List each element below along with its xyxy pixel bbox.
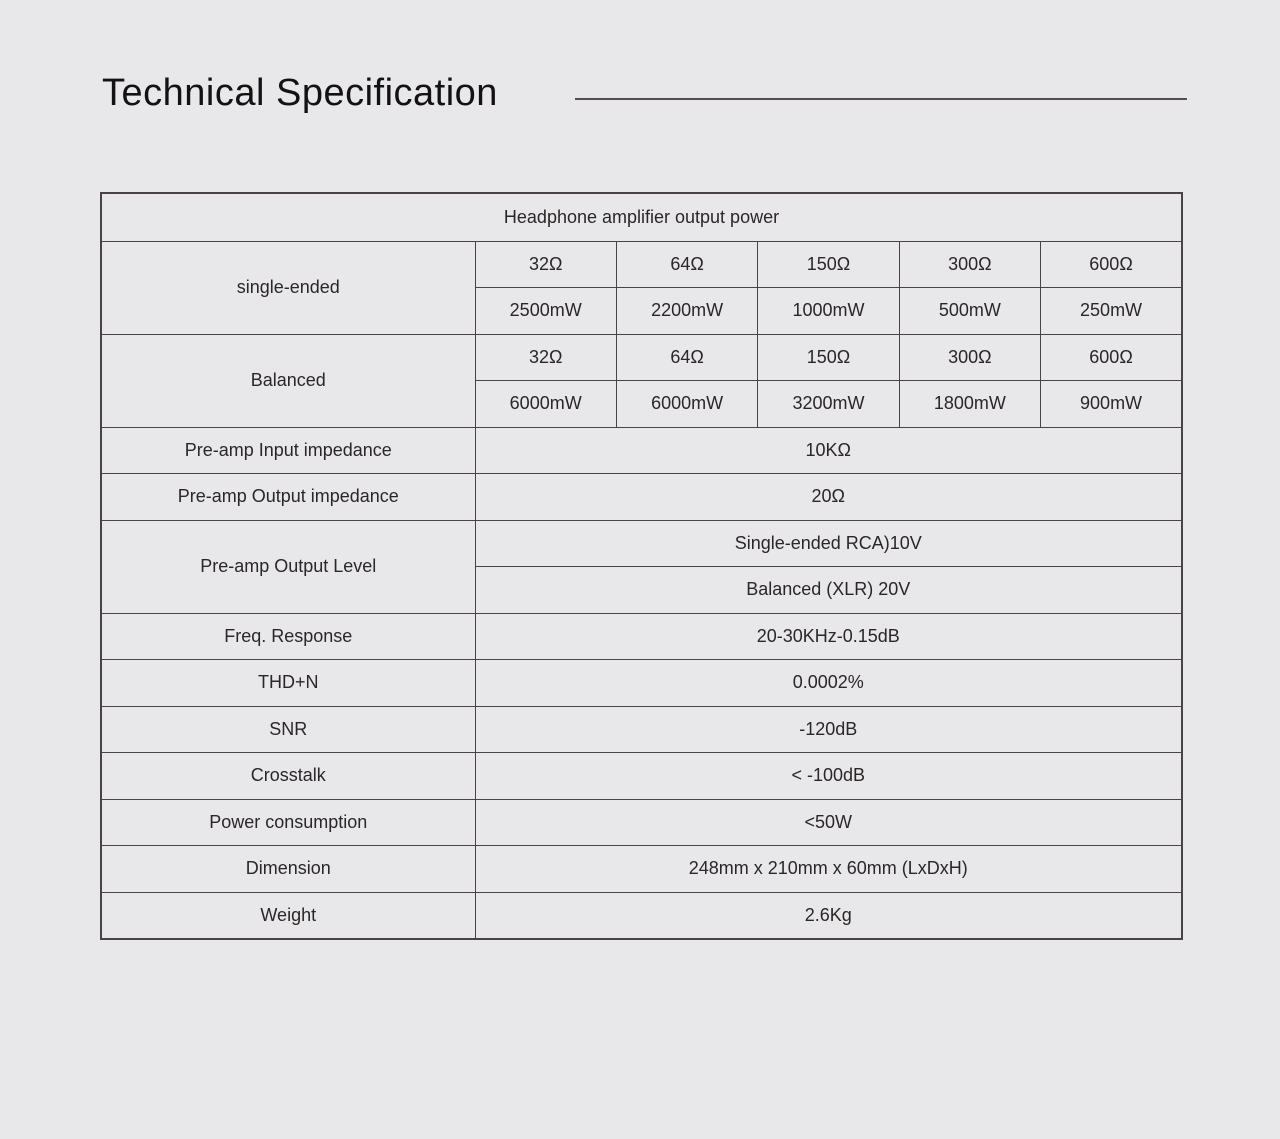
spec-row xyxy=(101,660,1182,707)
table-header-row xyxy=(101,193,1182,241)
impedance-cell: 32Ω xyxy=(475,241,616,288)
impedance-cell: 300Ω xyxy=(899,334,1040,381)
power-cell: 6000mW xyxy=(475,381,616,428)
spec-value: 10KΩ xyxy=(475,427,1182,474)
page-title: Technical Specification xyxy=(102,72,498,114)
spec-value: 248mm x 210mm x 60mm (LxDxH) xyxy=(475,846,1182,893)
spec-value: Balanced (XLR) 20V xyxy=(475,567,1182,614)
spec-row xyxy=(101,753,1182,800)
spec-row xyxy=(101,846,1182,893)
impedance-cell: 64Ω xyxy=(616,334,757,381)
spec-value: 20Ω xyxy=(475,474,1182,521)
power-cell: 1000mW xyxy=(758,288,899,335)
spec-row xyxy=(101,892,1182,939)
spec-value: < -100dB xyxy=(475,753,1182,800)
spec-label: Power consumption xyxy=(101,799,475,846)
title-rule xyxy=(575,98,1187,100)
impedance-cell: 150Ω xyxy=(758,241,899,288)
power-cell: 500mW xyxy=(899,288,1040,335)
single-ended-impedance-row xyxy=(101,241,1182,288)
spec-label: Pre-amp Output impedance xyxy=(101,474,475,521)
impedance-cell: 300Ω xyxy=(899,241,1040,288)
spec-value: -120dB xyxy=(475,706,1182,753)
spec-row xyxy=(101,706,1182,753)
spec-label: Pre-amp Output Level xyxy=(101,520,475,613)
spec-row-output-level xyxy=(101,520,1182,567)
spec-label: Weight xyxy=(101,892,475,939)
spec-label: THD+N xyxy=(101,660,475,707)
impedance-cell: 600Ω xyxy=(1041,334,1182,381)
power-cell: 900mW xyxy=(1041,381,1182,428)
spec-label: Freq. Response xyxy=(101,613,475,660)
power-cell: 250mW xyxy=(1041,288,1182,335)
spec-value: 20-30KHz-0.15dB xyxy=(475,613,1182,660)
spec-value: Single-ended RCA)10V xyxy=(475,520,1182,567)
impedance-cell: 32Ω xyxy=(475,334,616,381)
spec-row xyxy=(101,799,1182,846)
power-cell: 2200mW xyxy=(616,288,757,335)
spec-row xyxy=(101,474,1182,521)
spec-label: single-ended xyxy=(101,241,475,334)
impedance-cell: 150Ω xyxy=(758,334,899,381)
table-header: Headphone amplifier output power xyxy=(101,193,1182,241)
spec-value: <50W xyxy=(475,799,1182,846)
spec-label: Dimension xyxy=(101,846,475,893)
spec-value: 0.0002% xyxy=(475,660,1182,707)
power-cell: 1800mW xyxy=(899,381,1040,428)
spec-row xyxy=(101,613,1182,660)
spec-label: Crosstalk xyxy=(101,753,475,800)
spec-label: Pre-amp Input impedance xyxy=(101,427,475,474)
power-cell: 3200mW xyxy=(758,381,899,428)
impedance-cell: 64Ω xyxy=(616,241,757,288)
impedance-cell: 600Ω xyxy=(1041,241,1182,288)
power-cell: 6000mW xyxy=(616,381,757,428)
spec-label: Balanced xyxy=(101,334,475,427)
spec-row xyxy=(101,427,1182,474)
spec-table xyxy=(100,192,1183,940)
spec-label: SNR xyxy=(101,706,475,753)
power-cell: 2500mW xyxy=(475,288,616,335)
spec-value: 2.6Kg xyxy=(475,892,1182,939)
balanced-impedance-row xyxy=(101,334,1182,381)
spec-table-container xyxy=(100,192,1181,940)
